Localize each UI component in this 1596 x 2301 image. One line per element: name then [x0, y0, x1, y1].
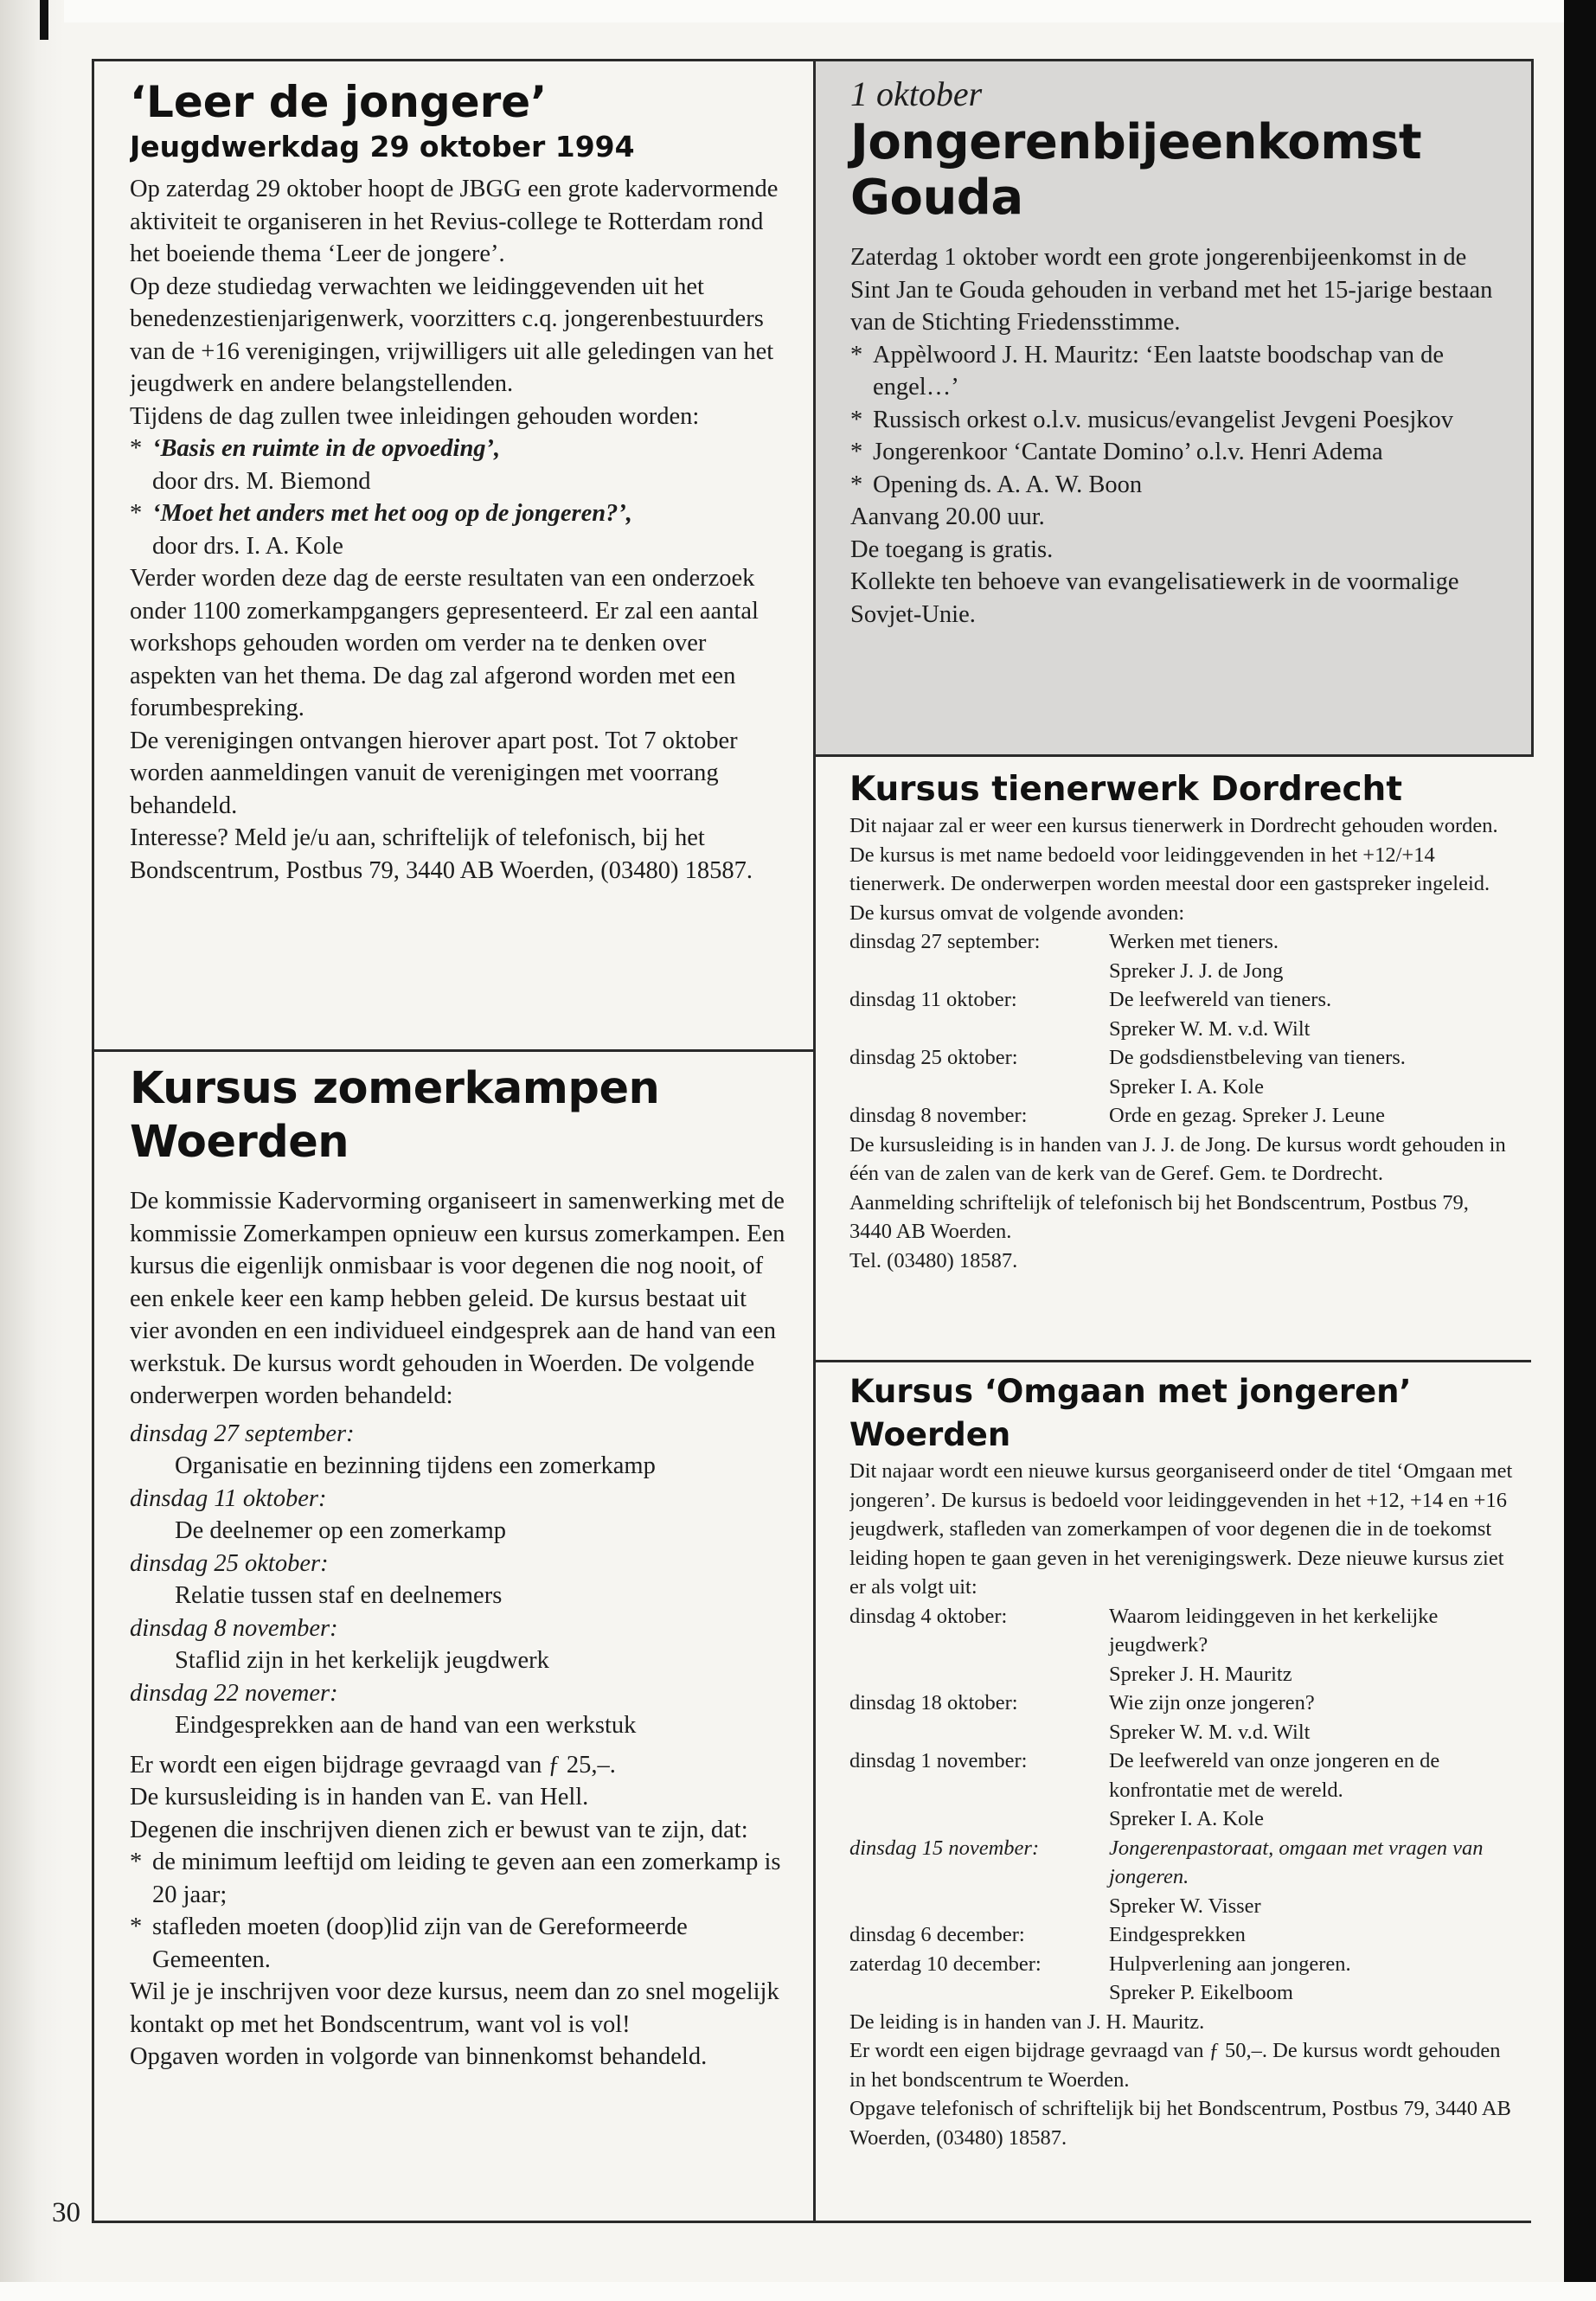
bottom-rule — [92, 2221, 1531, 2223]
schedule-text: Spreker W. M. v.d. Wilt — [1109, 1016, 1311, 1041]
schedule-row — [849, 1920, 1516, 1950]
requirement-text: de minimum leeftijd om leiding te geven aan een zomerkamp is 20 jaar; — [152, 1849, 781, 1908]
paragraph: Verder worden deze dag de eerste resultaten van een onderzoek onder 1100 zomerkampgangers gepresenteerd. Er zal een aantal workshops gehouden worden om verder na te denken over aspekten van het thema. De dag zal afgerond worden met een forumbespreking. — [130, 565, 759, 721]
schedule-row — [849, 1043, 1406, 1073]
paragraph: Er wordt een eigen bijdrage gevraagd van ƒ 25,–. — [130, 1751, 616, 1779]
schedule-date: dinsdag 11 oktober: — [130, 1484, 327, 1512]
schedule-row — [849, 1747, 1516, 1804]
schedule-row — [849, 1834, 1516, 1892]
schedule-row — [849, 1073, 1406, 1102]
schedule-text: Orde en gezag. Spreker J. Leune — [1109, 1104, 1386, 1127]
article-subtitle: Jeugdwerkdag 29 oktober 1994 — [130, 130, 635, 163]
paragraph: De kursusleiding is in handen van J. J. de Jong. De kursus wordt gehouden in één van de zalen van de kerk van de Geref. Gem. te Dordrecht. — [849, 1132, 1506, 1185]
schedule-text: Spreker J. J. de Jong — [1109, 958, 1284, 983]
page-top-margin — [0, 0, 1596, 22]
lecture-item: * ‘Moet het anders met het oog op de jongeren?’, door drs. I. A. Kole — [130, 500, 632, 560]
requirement-item: * stafleden moeten (doop)lid zijn van de Gereformeerde Gemeenten. — [130, 1911, 787, 1976]
paragraph: De verenigingen ontvangen hierover apart post. Tot 7 oktober worden aanmeldingen vanuit de verenigingen met voorrang behandeld. — [130, 727, 738, 819]
article-kursus-tienerwerk-dordrecht — [849, 768, 1516, 1356]
lecture-speaker: door drs. M. Biemond — [152, 467, 371, 495]
paragraph: Dit najaar zal er weer een kursus tienerwerk in Dordrecht gehouden worden. De kursus is met name bedoeld voor leidinggevenden in het +12/+14 tienerwerk. De onderwerpen worden meestal door een gastspreker ingeleid. — [849, 814, 1498, 895]
schedule-date — [849, 1660, 1109, 1689]
schedule-text: Spreker W. M. v.d. Wilt — [1109, 1720, 1311, 1744]
schedule-text: Jongerenpastoraat, omgaan met vragen van jongeren. — [1109, 1836, 1484, 1888]
paragraph: De kursusleiding is in handen van E. van Hell. — [130, 1784, 589, 1811]
program-item: * Jongerenkoor ‘Cantate Domino’ o.l.v. Henri Adema — [850, 436, 1500, 469]
article-kursus-omgaan-met-jongeren — [849, 1370, 1516, 2214]
schedule-date: dinsdag 15 november: — [849, 1836, 1040, 1860]
schedule-text: Werken met tieners. — [1109, 930, 1279, 953]
schedule-row — [849, 957, 1406, 986]
schedule-date: dinsdag 27 september: — [130, 1420, 355, 1447]
requirement-text: stafleden moeten (doop)lid zijn van de Gereformeerde Gemeenten. — [152, 1913, 688, 1973]
lecture-item: * ‘Basis en ruimte in de opvoeding’, door drs. M. Biemond — [130, 435, 501, 495]
page-bottom-margin — [0, 2282, 1596, 2301]
gouda-box-bottom-rule — [813, 754, 1534, 757]
program-item: * Opening ds. A. A. W. Boon — [850, 469, 1500, 502]
paragraph: Zaterdag 1 oktober wordt een grote jongerenbijeenkomst in de Sint Jan te Gouda gehouden in verband met het 15-jarige bestaan van de Stichting Friedensstimme. — [850, 244, 1493, 336]
schedule-date: dinsdag 18 oktober: — [849, 1691, 1018, 1715]
paragraph: De kommissie Kadervorming organiseert in samenwerking met de kommissie Zomerkampen opnieuw een kursus zomerkampen. Een kursus die eigenlijk onmisbaar is voor degenen die nog nooit, of een enkele keer een kamp hebben geleid. De kursus bestaat uit vier avonden en een individueel eindgesprek aan de hand van een werkstuk. De kursus wordt gehouden in Woerden. De volgende onderwerpen worden behandeld: — [130, 1188, 785, 1409]
program-text: Jongerenkoor ‘Cantate Domino’ o.l.v. Henri Adema — [873, 439, 1383, 465]
schedule-row — [849, 1718, 1516, 1747]
schedule-row — [849, 1660, 1516, 1689]
schedule-date: dinsdag 8 november: — [130, 1614, 338, 1642]
schedule-subject: Relatie tussen staf en deelnemers — [175, 1582, 503, 1609]
page-number: 30 — [52, 2197, 80, 2228]
program-text: Appèlwoord J. H. Mauritz: ‘Een laatste boodschap van de engel…’ — [873, 341, 1445, 401]
schedule-text: Hulpverlening aan jongeren. — [1109, 1952, 1351, 1976]
schedule-date: dinsdag 27 september: — [849, 930, 1041, 953]
schedule-date: dinsdag 6 december: — [849, 1923, 1025, 1946]
schedule-subject: Organisatie en bezinning tijdens een zomerkamp — [175, 1452, 656, 1479]
paragraph: Aanmelding schriftelijk of telefonisch bij het Bondscentrum, Postbus 79, 3440 AB Woerden. — [849, 1190, 1469, 1243]
schedule-date: dinsdag 25 oktober: — [849, 1046, 1018, 1069]
schedule-text: Eindgesprekken — [1109, 1923, 1246, 1946]
schedule-date: zaterdag 10 december: — [849, 1952, 1042, 1976]
schedule-date: dinsdag 4 oktober: — [849, 1604, 1008, 1628]
schedule-date — [849, 1015, 1109, 1044]
schedule-subject: Eindgesprekken aan de hand van een werkstuk — [175, 1712, 637, 1739]
program-item: * Russisch orkest o.l.v. musicus/evangelist Jevgeni Poesjkov — [850, 404, 1500, 437]
schedule-text: Waarom leidinggeven in het kerkelijke jeugdwerk? — [1109, 1604, 1439, 1657]
requirement-item: * de minimum leeftijd om leiding te geven aan een zomerkamp is 20 jaar; — [130, 1846, 787, 1911]
course-schedule — [849, 1602, 1516, 2008]
paragraph: Opgave telefonisch of schriftelijk bij het Bondscentrum, Postbus 79, 3440 AB Woerden, (03480) 18587. — [849, 2097, 1511, 2150]
course-schedule — [130, 1418, 787, 1742]
schedule-text: De godsdienstbeleving van tieners. — [1109, 1046, 1406, 1069]
schedule-date — [849, 1892, 1109, 1921]
schedule-date: dinsdag 1 november: — [849, 1749, 1028, 1772]
schedule-text: Spreker I. A. Kole — [1109, 1807, 1264, 1830]
schedule-row — [849, 1950, 1516, 1979]
paragraph: Opgaven worden in volgorde van binnenkomst behandeld. — [130, 2043, 708, 2070]
article-kursus-zomerkampen — [130, 1062, 787, 2214]
schedule-date — [849, 1718, 1109, 1747]
schedule-row — [849, 1602, 1516, 1660]
article-leer-de-jongere — [130, 76, 787, 1036]
schedule-date: dinsdag 8 november: — [849, 1104, 1028, 1127]
paragraph: De toegang is gratis. — [850, 535, 1054, 563]
right-section-rule — [813, 1360, 1531, 1362]
schedule-date — [849, 1978, 1109, 2008]
schedule-date: dinsdag 25 oktober: — [130, 1549, 329, 1577]
paragraph: Wil je je inschrijven voor deze kursus, neem dan zo snel mogelijk kontakt op met het Bondscentrum, want vol is vol! — [130, 1978, 779, 2038]
article-body — [850, 241, 1500, 631]
schedule-row — [849, 1689, 1516, 1718]
schedule-text: Wie zijn onze jongeren? — [1109, 1691, 1315, 1715]
schedule-row — [849, 1804, 1516, 1834]
schedule-row — [849, 927, 1406, 957]
schedule-date — [849, 957, 1109, 986]
article-body — [849, 811, 1516, 1275]
schedule-row — [849, 1978, 1516, 2008]
left-section-rule — [92, 1049, 815, 1052]
paragraph: Dit najaar wordt een nieuwe kursus georganiseerd onder de titel ‘Omgaan met jongeren’. De kursus is bedoeld voor leidinggevenden in het +12, +14 en +16 jeugdwerk, stafleden van zomerkampen of voor degenen die in de toekomst leiding hopen te gaan geven in het verenigingswerk. Deze nieuwe kursus ziet er als volgt uit: — [849, 1459, 1513, 1599]
schedule-row — [849, 1101, 1406, 1131]
schedule-text: De leefwereld van tieners. — [1109, 988, 1332, 1011]
schedule-row — [849, 1015, 1406, 1044]
article-title: Kursus tienerwerk Dordrecht — [849, 770, 1402, 809]
article-body — [849, 1457, 1516, 2152]
paragraph: Op zaterdag 29 oktober hoopt de JBGG een grote kadervormende aktiviteit te organiseren in het Revius-college te Rotterdam rond het boeiende thema ‘Leer de jongere’. — [130, 176, 779, 267]
schedule-text: De leefwereld van onze jongeren en de konfrontatie met de wereld. — [1109, 1749, 1440, 1802]
schedule-date: dinsdag 22 novemer: — [130, 1679, 338, 1707]
paragraph: Aanvang 20.00 uur. — [850, 503, 1045, 530]
lecture-speaker: door drs. I. A. Kole — [152, 532, 343, 560]
course-schedule — [849, 927, 1406, 1131]
paragraph: De kursus omvat de volgende avonden: — [849, 901, 1185, 925]
schedule-text: Spreker J. H. Mauritz — [1109, 1662, 1292, 1686]
program-text: Opening ds. A. A. W. Boon — [873, 471, 1143, 498]
article-title: Kursus ‘Omgaan met jongeren’ Woerden — [849, 1373, 1412, 1453]
paragraph: Interesse? Meld je/u aan, schriftelijk of telefonisch, bij het Bondscentrum, Postbus 79, 3440 AB Woerden, (03480) 18587. — [130, 824, 753, 884]
schedule-row — [849, 1892, 1516, 1921]
lecture-title: ‘Basis en ruimte in de opvoeding’, — [152, 435, 501, 462]
paragraph: Kollekte ten behoeve van evangelisatiewerk in de voormalige Sovjet-Unie. — [850, 568, 1459, 628]
schedule-date: dinsdag 11 oktober: — [849, 988, 1017, 1011]
outer-left-rule — [92, 59, 94, 2223]
article-title: ‘Leer de jongere’ — [130, 77, 548, 127]
paragraph: Er wordt een eigen bijdrage gevraagd van ƒ 50,–. De kursus wordt gehouden in het bondscentrum te Woerden. — [849, 2039, 1501, 2092]
schedule-date — [849, 1073, 1109, 1102]
outer-right-rule — [1531, 59, 1534, 756]
schedule-row — [849, 985, 1406, 1015]
article-body — [130, 173, 787, 887]
schedule-text: Spreker I. A. Kole — [1109, 1074, 1264, 1099]
schedule-text: Spreker P. Eikelboom — [1109, 1981, 1293, 2004]
page-binding-shadow — [0, 0, 64, 2301]
schedule-date — [849, 1804, 1109, 1834]
article-kicker: 1 oktober — [850, 74, 983, 113]
schedule-text: Spreker W. Visser — [1109, 1894, 1261, 1918]
schedule-subject: Staflid zijn in het kerkelijk jeugdwerk — [175, 1647, 549, 1674]
article-body — [130, 1185, 787, 2073]
paragraph: Tel. (03480) 18587. — [849, 1248, 1018, 1272]
article-title: Jongerenbijeenkomst Gouda — [850, 114, 1422, 226]
paragraph: Tijdens de dag zullen twee inleidingen gehouden worden: — [130, 402, 700, 430]
article-jongerenbijeenkomst-gouda — [816, 61, 1531, 754]
lecture-title: ‘Moet het anders met het oog op de jongeren?’, — [152, 500, 632, 527]
scan-dark-edge — [1564, 0, 1596, 2301]
paragraph: Degenen die inschrijven dienen zich er bewust van te zijn, dat: — [130, 1816, 748, 1843]
paragraph: Op deze studiedag verwachten we leidinggevenden uit het benedenzestienjarigenwerk, voorzitters c.q. jongerenbestuurders van de +16 verenigingen, vrijwilligers uit alle geledingen van het jeugdwerk en andere belangstellenden. — [130, 272, 774, 397]
article-title: Kursus zomerkampen Woerden — [130, 1063, 660, 1168]
program-text: Russisch orkest o.l.v. musicus/evangelist Jevgeni Poesjkov — [873, 406, 1454, 433]
program-item: * Appèlwoord J. H. Mauritz: ‘Een laatste boodschap van de engel…’ — [850, 339, 1500, 404]
paragraph: De leiding is in handen van J. H. Mauritz. — [849, 2009, 1205, 2034]
schedule-subject: De deelnemer op een zomerkamp — [175, 1517, 506, 1544]
scan-edge-mark — [40, 0, 48, 40]
